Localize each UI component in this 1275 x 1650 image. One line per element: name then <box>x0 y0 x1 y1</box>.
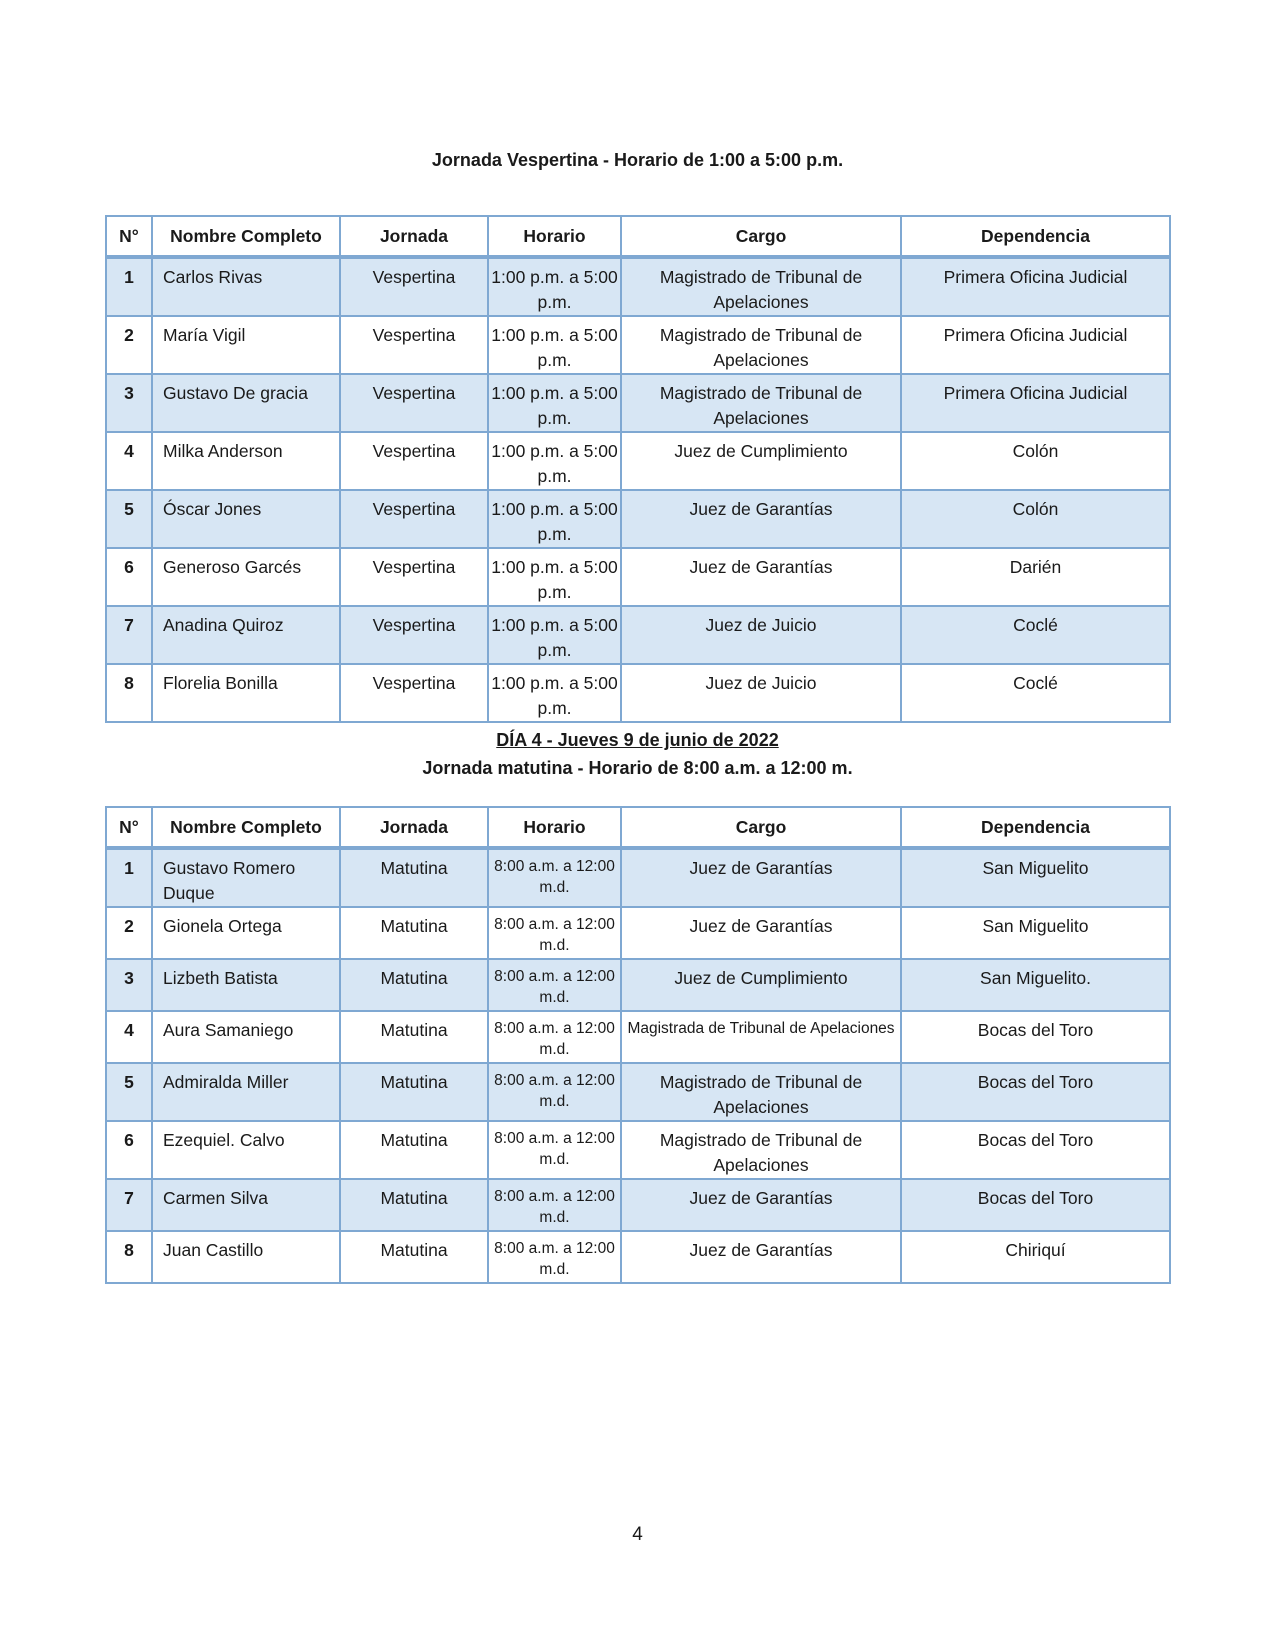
table-row <box>106 374 1170 432</box>
table-row <box>106 490 1170 548</box>
cell-horario: 1:00 p.m. a 5:00 p.m. <box>488 374 621 432</box>
cell-number: 4 <box>106 432 152 490</box>
cell-jornada: Vespertina <box>340 257 488 316</box>
cell-horario: 1:00 p.m. a 5:00 p.m. <box>488 432 621 490</box>
cell-number: 8 <box>106 664 152 722</box>
cell-horario: 1:00 p.m. a 5:00 p.m. <box>488 606 621 664</box>
cell-name: Carmen Silva <box>152 1179 340 1231</box>
cell-dependencia: Primera Oficina Judicial <box>901 316 1170 374</box>
cell-number: 1 <box>106 257 152 316</box>
cell-jornada: Matutina <box>340 848 488 907</box>
col-header-number: N° <box>106 216 152 257</box>
cell-number: 2 <box>106 907 152 959</box>
cell-cargo: Magistrado de Tribunal de Apelaciones <box>621 316 901 374</box>
cell-number: 4 <box>106 1011 152 1063</box>
cell-cargo: Magistrado de Tribunal de Apelaciones <box>621 1063 901 1121</box>
cell-dependencia: San Miguelito <box>901 848 1170 907</box>
cell-cargo: Juez de Garantías <box>621 490 901 548</box>
cell-dependencia: Coclé <box>901 606 1170 664</box>
section1-heading: Jornada Vespertina - Horario de 1:00 a 5:00 p.m. <box>431 150 844 170</box>
cell-jornada: Vespertina <box>340 664 488 722</box>
cell-jornada: Vespertina <box>340 374 488 432</box>
table-header-row <box>106 807 1170 848</box>
cell-dependencia: San Miguelito <box>901 907 1170 959</box>
cell-dependencia: San Miguelito. <box>901 959 1170 1011</box>
cell-number: 8 <box>106 1231 152 1283</box>
cell-number: 7 <box>106 1179 152 1231</box>
cell-name: Gustavo Romero Duque <box>152 848 340 907</box>
cell-number: 5 <box>106 1063 152 1121</box>
col-header-name: Nombre Completo <box>152 807 340 848</box>
cell-cargo: Magistrado de Tribunal de Apelaciones <box>621 257 901 316</box>
cell-horario: 1:00 p.m. a 5:00 p.m. <box>488 548 621 606</box>
cell-dependencia: Coclé <box>901 664 1170 722</box>
cell-cargo: Juez de Juicio <box>621 664 901 722</box>
cell-horario: 8:00 a.m. a 12:00 m.d. <box>488 1063 621 1121</box>
cell-number: 2 <box>106 316 152 374</box>
cell-horario: 1:00 p.m. a 5:00 p.m. <box>488 490 621 548</box>
cell-horario: 8:00 a.m. a 12:00 m.d. <box>488 1179 621 1231</box>
cell-cargo: Juez de Juicio <box>621 606 901 664</box>
cell-name: Generoso Garcés <box>152 548 340 606</box>
col-header-horario: Horario <box>488 216 621 257</box>
col-header-jornada: Jornada <box>340 216 488 257</box>
table-row <box>106 316 1170 374</box>
table-row <box>106 907 1170 959</box>
cell-dependencia: Colón <box>901 490 1170 548</box>
table-row <box>106 1231 1170 1283</box>
table-row <box>106 548 1170 606</box>
cell-name: Florelia Bonilla <box>152 664 340 722</box>
cell-horario: 1:00 p.m. a 5:00 p.m. <box>488 664 621 722</box>
cell-horario: 1:00 p.m. a 5:00 p.m. <box>488 257 621 316</box>
cell-name: Anadina Quiroz <box>152 606 340 664</box>
cell-dependencia: Bocas del Toro <box>901 1063 1170 1121</box>
table-header-row <box>106 216 1170 257</box>
cell-jornada: Matutina <box>340 907 488 959</box>
table-row <box>106 257 1170 316</box>
table-row <box>106 1063 1170 1121</box>
cell-horario: 8:00 a.m. a 12:00 m.d. <box>488 1011 621 1063</box>
cell-cargo: Juez de Garantías <box>621 848 901 907</box>
cell-name: Juan Castillo <box>152 1231 340 1283</box>
cell-dependencia: Darién <box>901 548 1170 606</box>
cell-horario: 8:00 a.m. a 12:00 m.d. <box>488 1121 621 1179</box>
cell-dependencia: Primera Oficina Judicial <box>901 257 1170 316</box>
cell-jornada: Matutina <box>340 1231 488 1283</box>
cell-jornada: Matutina <box>340 1121 488 1179</box>
cell-cargo: Juez de Garantías <box>621 907 901 959</box>
cell-jornada: Matutina <box>340 1011 488 1063</box>
cell-horario: 8:00 a.m. a 12:00 m.d. <box>488 848 621 907</box>
cell-name: Aura Samaniego <box>152 1011 340 1063</box>
cell-dependencia: Bocas del Toro <box>901 1011 1170 1063</box>
cell-name: Lizbeth Batista <box>152 959 340 1011</box>
cell-number: 5 <box>106 490 152 548</box>
cell-number: 6 <box>106 548 152 606</box>
cell-name: Gustavo De gracia <box>152 374 340 432</box>
cell-cargo: Juez de Garantías <box>621 1231 901 1283</box>
cell-name: María Vigil <box>152 316 340 374</box>
table-row <box>106 848 1170 907</box>
cell-jornada: Vespertina <box>340 606 488 664</box>
cell-dependencia: Colón <box>901 432 1170 490</box>
cell-cargo: Juez de Garantías <box>621 1179 901 1231</box>
day-heading: DÍA 4 - Jueves 9 de junio de 2022 <box>496 730 779 750</box>
cell-jornada: Matutina <box>340 1063 488 1121</box>
cell-jornada: Vespertina <box>340 490 488 548</box>
cell-horario: 8:00 a.m. a 12:00 m.d. <box>488 907 621 959</box>
col-header-number: N° <box>106 807 152 848</box>
matutina-schedule-table <box>105 806 1171 1284</box>
page-number: 4 <box>632 1524 643 1545</box>
col-header-dependencia: Dependencia <box>901 807 1170 848</box>
table-row <box>106 1121 1170 1179</box>
table-row <box>106 606 1170 664</box>
cell-cargo: Juez de Garantías <box>621 548 901 606</box>
cell-jornada: Vespertina <box>340 316 488 374</box>
table-row <box>106 1011 1170 1063</box>
cell-dependencia: Chiriquí <box>901 1231 1170 1283</box>
cell-jornada: Matutina <box>340 1179 488 1231</box>
cell-horario: 1:00 p.m. a 5:00 p.m. <box>488 316 621 374</box>
cell-cargo: Magistrado de Tribunal de Apelaciones <box>621 374 901 432</box>
cell-cargo: Magistrada de Tribunal de Apelaciones <box>621 1011 901 1063</box>
cell-jornada: Vespertina <box>340 432 488 490</box>
table-row <box>106 432 1170 490</box>
cell-jornada: Matutina <box>340 959 488 1011</box>
col-header-cargo: Cargo <box>621 807 901 848</box>
table-row <box>106 1179 1170 1231</box>
cell-name: Óscar Jones <box>152 490 340 548</box>
cell-number: 6 <box>106 1121 152 1179</box>
vespertina-schedule-table <box>105 215 1171 723</box>
cell-name: Carlos Rivas <box>152 257 340 316</box>
section2-heading: Jornada matutina - Horario de 8:00 a.m. a 12:00 m. <box>422 758 853 778</box>
cell-dependencia: Primera Oficina Judicial <box>901 374 1170 432</box>
cell-number: 1 <box>106 848 152 907</box>
cell-number: 7 <box>106 606 152 664</box>
cell-dependencia: Bocas del Toro <box>901 1121 1170 1179</box>
cell-horario: 8:00 a.m. a 12:00 m.d. <box>488 959 621 1011</box>
cell-number: 3 <box>106 959 152 1011</box>
col-header-cargo: Cargo <box>621 216 901 257</box>
cell-name: Milka Anderson <box>152 432 340 490</box>
col-header-horario: Horario <box>488 807 621 848</box>
cell-name: Ezequiel. Calvo <box>152 1121 340 1179</box>
cell-horario: 8:00 a.m. a 12:00 m.d. <box>488 1231 621 1283</box>
table-row <box>106 664 1170 722</box>
cell-cargo: Juez de Cumplimiento <box>621 432 901 490</box>
cell-jornada: Vespertina <box>340 548 488 606</box>
cell-cargo: Magistrado de Tribunal de Apelaciones <box>621 1121 901 1179</box>
col-header-name: Nombre Completo <box>152 216 340 257</box>
cell-dependencia: Bocas del Toro <box>901 1179 1170 1231</box>
cell-number: 3 <box>106 374 152 432</box>
cell-name: Admiralda Miller <box>152 1063 340 1121</box>
col-header-jornada: Jornada <box>340 807 488 848</box>
cell-name: Gionela Ortega <box>152 907 340 959</box>
col-header-dependencia: Dependencia <box>901 216 1170 257</box>
cell-cargo: Juez de Cumplimiento <box>621 959 901 1011</box>
table-row <box>106 959 1170 1011</box>
